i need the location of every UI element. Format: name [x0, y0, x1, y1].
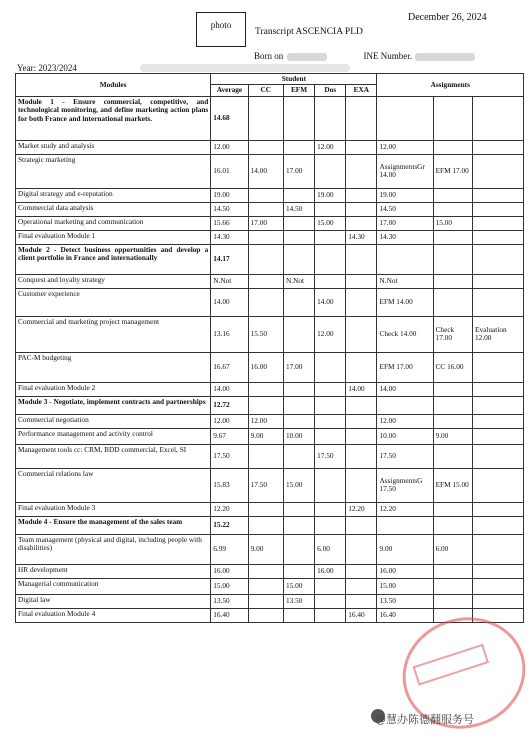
- grade-cell: [346, 216, 377, 230]
- grade-cell: 13.50: [211, 594, 248, 608]
- grade-cell: 14.17: [211, 244, 248, 274]
- grade-cell: [315, 502, 346, 516]
- grade-cell: 16.00: [248, 352, 283, 382]
- course-name: Final evaluation Module 2: [16, 382, 211, 396]
- grade-cell: [433, 594, 472, 608]
- module-row: [16, 396, 524, 414]
- grade-cell: 17.00: [377, 216, 433, 230]
- grade-cell: [377, 516, 433, 534]
- grade-cell: [473, 516, 524, 534]
- grade-cell: 15.00: [211, 578, 248, 594]
- grade-cell: EFM 17.00: [377, 352, 433, 382]
- grade-cell: 12.00: [377, 140, 433, 154]
- grade-cell: 17.00: [283, 352, 314, 382]
- grade-cell: [315, 468, 346, 502]
- grade-cell: 19.00: [211, 188, 248, 202]
- col-dos: Dos: [315, 85, 346, 96]
- grades-table: [15, 73, 524, 623]
- grade-cell: [433, 396, 472, 414]
- grade-cell: [473, 534, 524, 564]
- grade-cell: 15.00: [283, 468, 314, 502]
- grade-cell: [248, 202, 283, 216]
- col-student: Student: [211, 74, 377, 85]
- grade-cell: [283, 608, 314, 622]
- grade-cell: [283, 188, 314, 202]
- grade-cell: N.Not: [377, 274, 433, 288]
- course-name: Team management (physical and digital, including people with disabilities): [16, 534, 211, 564]
- grade-cell: 16.00: [315, 564, 346, 578]
- grade-cell: 14.00: [248, 154, 283, 188]
- grade-cell: [473, 288, 524, 316]
- grade-cell: 15.00: [283, 578, 314, 594]
- grade-cell: 13.50: [283, 594, 314, 608]
- grade-cell: [346, 188, 377, 202]
- course-name: Performance management and activity control: [16, 428, 211, 444]
- grade-cell: [283, 244, 314, 274]
- grade-cell: [315, 352, 346, 382]
- module-row: [16, 244, 524, 274]
- course-name: Commercial negotiation: [16, 414, 211, 428]
- born-row: [254, 51, 475, 61]
- grade-cell: 15.66: [211, 216, 248, 230]
- grade-cell: 12.20: [377, 502, 433, 516]
- grade-cell: [346, 288, 377, 316]
- redacted-ine: [415, 53, 475, 61]
- col-modules: Modules: [16, 74, 211, 97]
- grade-cell: [283, 564, 314, 578]
- grade-cell: 14.00: [211, 382, 248, 396]
- module-title: Module 1 - Ensure commercial, competitive, and technological monitoring, and define marketing action plans for both France and international markets.: [16, 96, 211, 140]
- grade-cell: [473, 274, 524, 288]
- grade-cell: [473, 216, 524, 230]
- course-name: Strategic marketing: [16, 154, 211, 188]
- grade-cell: [377, 396, 433, 414]
- grade-cell: [346, 444, 377, 468]
- grade-cell: EFM 14.00: [377, 288, 433, 316]
- course-name: Final evaluation Module 3: [16, 502, 211, 516]
- grade-cell: 12.20: [346, 502, 377, 516]
- grade-cell: [433, 564, 472, 578]
- grade-cell: 14.00: [315, 288, 346, 316]
- grade-cell: [346, 414, 377, 428]
- born-label: Born on: [254, 51, 284, 61]
- grade-cell: [433, 414, 472, 428]
- grade-cell: [346, 352, 377, 382]
- course-name: PAC-M budgeting: [16, 352, 211, 382]
- redacted-birthdate: [287, 53, 327, 61]
- grade-cell: [377, 244, 433, 274]
- module-row: [16, 516, 524, 534]
- grade-cell: [473, 444, 524, 468]
- grade-cell: 17.50: [315, 444, 346, 468]
- table-row: [16, 216, 524, 230]
- grade-cell: Evaluation 12.00: [473, 316, 524, 352]
- grade-cell: [248, 594, 283, 608]
- grade-cell: 9.00: [433, 428, 472, 444]
- grade-cell: 12.00: [315, 316, 346, 352]
- grade-cell: 13.16: [211, 316, 248, 352]
- grade-cell: 12.00: [211, 414, 248, 428]
- grade-cell: 10.00: [377, 428, 433, 444]
- grade-cell: [433, 140, 472, 154]
- grade-cell: 15.00: [433, 216, 472, 230]
- grade-cell: 15.00: [377, 578, 433, 594]
- grade-cell: EFM 15.00: [433, 468, 472, 502]
- photo-placeholder: [196, 12, 246, 47]
- grade-cell: 19.00: [315, 188, 346, 202]
- table-row: [16, 428, 524, 444]
- table-row: [16, 230, 524, 244]
- document-date: December 26, 2024: [408, 12, 487, 23]
- grade-cell: [433, 202, 472, 216]
- grade-cell: 15.00: [315, 216, 346, 230]
- grade-cell: [283, 382, 314, 396]
- table-row: [16, 274, 524, 288]
- table-row: [16, 594, 524, 608]
- grade-cell: [433, 274, 472, 288]
- grade-cell: [315, 608, 346, 622]
- table-row: [16, 382, 524, 396]
- grade-cell: [433, 516, 472, 534]
- grade-cell: [346, 140, 377, 154]
- grade-cell: 16.40: [211, 608, 248, 622]
- grade-cell: [346, 274, 377, 288]
- table-row: [16, 288, 524, 316]
- grade-cell: [473, 396, 524, 414]
- grade-cell: [433, 188, 472, 202]
- grade-cell: [248, 244, 283, 274]
- grade-cell: 17.50: [248, 468, 283, 502]
- grade-cell: 15.83: [211, 468, 248, 502]
- grade-cell: [248, 564, 283, 578]
- grade-cell: 12.20: [211, 502, 248, 516]
- col-exa: EXA: [346, 85, 377, 96]
- col-average: Average: [211, 85, 248, 96]
- grade-cell: [315, 274, 346, 288]
- document-title: Transcript ASCENCIA PLD: [255, 27, 363, 37]
- grade-cell: [283, 288, 314, 316]
- grade-cell: [315, 382, 346, 396]
- grade-cell: [248, 516, 283, 534]
- grade-cell: 14.00: [211, 288, 248, 316]
- grade-cell: 14.50: [283, 202, 314, 216]
- grade-cell: 6.99: [211, 534, 248, 564]
- grade-cell: [315, 414, 346, 428]
- grade-cell: [346, 202, 377, 216]
- grade-cell: [346, 468, 377, 502]
- grade-cell: [346, 564, 377, 578]
- col-assignments: Assignments: [377, 74, 524, 97]
- grade-cell: [473, 230, 524, 244]
- grade-cell: [473, 154, 524, 188]
- grade-cell: [473, 382, 524, 396]
- grade-cell: 6.00: [315, 534, 346, 564]
- grade-cell: 13.50: [377, 594, 433, 608]
- grade-cell: [473, 564, 524, 578]
- grade-cell: [283, 216, 314, 230]
- grade-cell: [248, 140, 283, 154]
- grade-cell: 17.50: [377, 444, 433, 468]
- grade-cell: 14.50: [377, 202, 433, 216]
- module-title: Module 3 - Negotiate, implement contracts and partnerships: [16, 396, 211, 414]
- course-name: Digital strategy and e-reputation: [16, 188, 211, 202]
- grade-cell: [315, 594, 346, 608]
- grade-cell: [248, 502, 283, 516]
- col-cc: CC: [248, 85, 283, 96]
- grade-cell: [283, 414, 314, 428]
- grade-cell: [283, 534, 314, 564]
- ine-label: INE Number.: [363, 51, 412, 61]
- grade-cell: [473, 502, 524, 516]
- grade-cell: 14.30: [211, 230, 248, 244]
- course-name: Market study and analysis: [16, 140, 211, 154]
- grade-cell: [315, 230, 346, 244]
- grade-cell: [346, 516, 377, 534]
- course-name: HR development: [16, 564, 211, 578]
- grade-cell: [346, 316, 377, 352]
- grade-cell: [473, 468, 524, 502]
- grade-cell: [315, 396, 346, 414]
- grade-cell: 19.00: [377, 188, 433, 202]
- grade-cell: 16.00: [211, 564, 248, 578]
- course-name: Conquest and loyalty strategy: [16, 274, 211, 288]
- table-row: [16, 502, 524, 516]
- grade-cell: [248, 96, 283, 140]
- grade-cell: [248, 274, 283, 288]
- grade-cell: [433, 230, 472, 244]
- grade-cell: [433, 502, 472, 516]
- course-name: Managerial communication: [16, 578, 211, 594]
- grade-cell: [346, 244, 377, 274]
- module-title: Module 4 - Ensure the management of the sales team: [16, 516, 211, 534]
- table-row: [16, 154, 524, 188]
- grade-cell: [473, 594, 524, 608]
- academic-year: Year: 2023/2024: [17, 63, 77, 73]
- course-name: Operational marketing and communication: [16, 216, 211, 230]
- grade-cell: Check 14.00: [377, 316, 433, 352]
- grade-cell: [315, 428, 346, 444]
- grade-cell: [248, 578, 283, 594]
- course-name: Digital law: [16, 594, 211, 608]
- module-title: Module 2 - Detect business opportunities and develop a client portfolio in France and internationally: [16, 244, 211, 274]
- course-name: Management tools cc: CRM, BDD commercial, Excel, SI: [16, 444, 211, 468]
- grade-cell: 14.50: [211, 202, 248, 216]
- grade-cell: 15.50: [248, 316, 283, 352]
- watermark-text: @慧办陈德翻服务号: [375, 713, 474, 726]
- grade-cell: EFM 17.00: [433, 154, 472, 188]
- header-row-1: [16, 74, 524, 85]
- grade-cell: [433, 578, 472, 594]
- grade-cell: [433, 444, 472, 468]
- table-row: [16, 578, 524, 594]
- grade-cell: 16.40: [346, 608, 377, 622]
- grade-cell: 9.67: [211, 428, 248, 444]
- grade-cell: Check 17.00: [433, 316, 472, 352]
- grade-cell: 17.00: [283, 154, 314, 188]
- grade-cell: [473, 428, 524, 444]
- grade-cell: 12.00: [315, 140, 346, 154]
- table-row: [16, 414, 524, 428]
- table-row: [16, 564, 524, 578]
- grade-cell: [248, 230, 283, 244]
- grade-cell: 16.00: [377, 564, 433, 578]
- grade-cell: [346, 534, 377, 564]
- grade-cell: [377, 96, 433, 140]
- grade-cell: 9.00: [248, 428, 283, 444]
- grade-cell: 17.00: [248, 216, 283, 230]
- grade-cell: [473, 414, 524, 428]
- grade-cell: [315, 96, 346, 140]
- grade-cell: [346, 428, 377, 444]
- grade-cell: 14.00: [377, 382, 433, 396]
- grade-cell: [433, 244, 472, 274]
- grade-cell: [473, 140, 524, 154]
- module-row: [16, 96, 524, 140]
- grade-cell: 12.00: [377, 414, 433, 428]
- grade-cell: [283, 502, 314, 516]
- course-name: Final evaluation Module 1: [16, 230, 211, 244]
- grade-cell: AssignmentsG 17.50: [377, 468, 433, 502]
- grade-cell: [248, 396, 283, 414]
- grade-cell: CC 16.00: [433, 352, 472, 382]
- grade-cell: N.Not: [283, 274, 314, 288]
- grade-cell: 14.30: [346, 230, 377, 244]
- grade-cell: 14.68: [211, 96, 248, 140]
- grade-cell: 9.00: [377, 534, 433, 564]
- grade-cell: [283, 96, 314, 140]
- table-row: [16, 352, 524, 382]
- grade-cell: 10.00: [283, 428, 314, 444]
- grade-cell: [473, 578, 524, 594]
- grades-body: [16, 96, 524, 622]
- course-name: Commercial and marketing project management: [16, 316, 211, 352]
- grade-cell: [346, 96, 377, 140]
- grade-cell: [433, 382, 472, 396]
- grade-cell: [315, 516, 346, 534]
- grade-cell: [248, 188, 283, 202]
- grade-cell: [346, 578, 377, 594]
- grade-cell: 16.40: [377, 608, 433, 622]
- table-row: [16, 534, 524, 564]
- grade-cell: [473, 244, 524, 274]
- grade-cell: [346, 594, 377, 608]
- grade-cell: 6.00: [433, 534, 472, 564]
- grade-cell: [248, 288, 283, 316]
- grade-cell: [248, 382, 283, 396]
- grade-cell: [315, 244, 346, 274]
- grade-cell: [248, 444, 283, 468]
- grade-cell: [433, 96, 472, 140]
- grade-cell: [473, 96, 524, 140]
- course-name: Final evaluation Module 4: [16, 608, 211, 622]
- redacted-name: [140, 64, 350, 72]
- grade-cell: [283, 230, 314, 244]
- grade-cell: [283, 396, 314, 414]
- table-row: [16, 468, 524, 502]
- grade-cell: 9.00: [248, 534, 283, 564]
- grade-cell: 14.00: [346, 382, 377, 396]
- grade-cell: 12.00: [211, 140, 248, 154]
- grade-cell: [473, 202, 524, 216]
- grade-cell: [283, 516, 314, 534]
- grade-cell: 16.67: [211, 352, 248, 382]
- table-row: [16, 444, 524, 468]
- grade-cell: [473, 352, 524, 382]
- grade-cell: [248, 608, 283, 622]
- table-row: [16, 188, 524, 202]
- grade-cell: [315, 202, 346, 216]
- grade-cell: [315, 154, 346, 188]
- grade-cell: 17.50: [211, 444, 248, 468]
- grade-cell: [283, 444, 314, 468]
- grade-cell: [283, 140, 314, 154]
- grade-cell: 16.01: [211, 154, 248, 188]
- grade-cell: 12.00: [248, 414, 283, 428]
- grade-cell: [433, 288, 472, 316]
- grade-cell: N.Not: [211, 274, 248, 288]
- grade-cell: [283, 316, 314, 352]
- grade-cell: 15.22: [211, 516, 248, 534]
- grade-cell: AssignmentsGr 14.00: [377, 154, 433, 188]
- grade-cell: [346, 154, 377, 188]
- grade-cell: 14.30: [377, 230, 433, 244]
- grade-cell: [346, 396, 377, 414]
- photo-label: photo: [210, 20, 232, 30]
- course-name: Commercial relations law: [16, 468, 211, 502]
- table-row: [16, 316, 524, 352]
- grade-cell: [473, 188, 524, 202]
- col-efm: EFM: [283, 85, 314, 96]
- grade-cell: 12.72: [211, 396, 248, 414]
- course-name: Commercial data analysis: [16, 202, 211, 216]
- grade-cell: [315, 578, 346, 594]
- table-row: [16, 140, 524, 154]
- table-row: [16, 202, 524, 216]
- course-name: Customer experience: [16, 288, 211, 316]
